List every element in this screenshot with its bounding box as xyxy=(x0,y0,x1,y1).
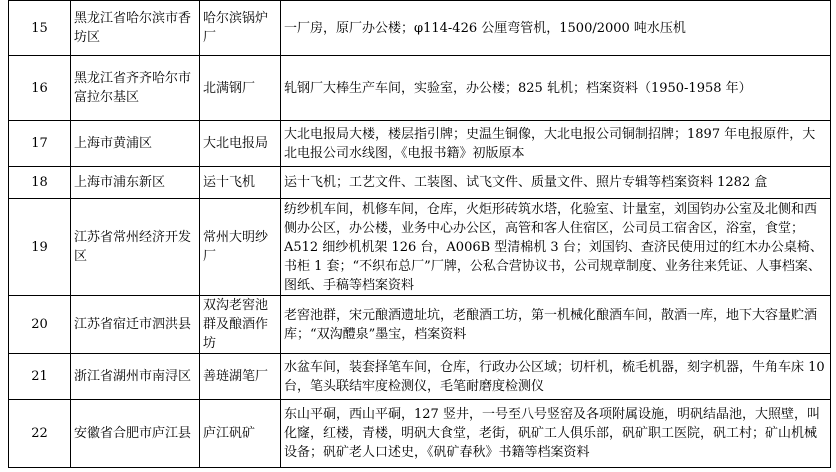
description-cell: 东山平硐，西山平硐，127 竖井，一号至八号竖窑及各项附属设施，明矾结晶池，大照壁，叫化窿，红楼，青楼，明矾大食堂，老街，矾矿工人俱乐部，矾矿职工医院，矾工村；矿山机械设备；矾矿老人口述史，《矾矿春秋》书籍等档案资料 xyxy=(281,400,831,468)
description-cell: 纺纱机车间，机修车间，仓库，火炬形砖筑水塔，化验室、计量室，刘国钧办公室及北侧和西侧办公区，办公楼，业务中心办公区，高管和客人住宿区，公司员工宿舍区，浴室，食堂；A512 细纱机机架 126 台，A006B 型清棉机 3 台；刘国钧、查济民使用过的红木办公桌椅、书柜 1 套；“不织布总厂”厂牌，公私合营协议书，公司规章制度、业务往来凭证、人事档案、图纸、手稿等档案资料 xyxy=(281,199,831,296)
heritage-table xyxy=(8,0,831,468)
table-row xyxy=(9,167,831,199)
description-cell: 大北电报局大楼，楼层指引牌；史温生铜像，大北电报公司铜制招牌；1897 年电报原件，大北电报公司水线图，《电报书籍》初版原本 xyxy=(281,121,831,167)
location-cell: 上海市浦东新区 xyxy=(71,167,200,199)
enterprise-cell: 庐江矾矿 xyxy=(200,400,281,468)
location-cell: 江苏省常州经济开发区 xyxy=(71,199,200,296)
row-number: 17 xyxy=(9,121,71,167)
table-row xyxy=(9,121,831,167)
table-row xyxy=(9,1,831,56)
row-number: 21 xyxy=(9,354,71,400)
table-row xyxy=(9,199,831,296)
table-row xyxy=(9,354,831,400)
location-cell: 黑龙江省齐齐哈尔市富拉尔基区 xyxy=(71,56,200,121)
location-cell: 江苏省宿迁市泗洪县 xyxy=(71,296,200,354)
table-row xyxy=(9,296,831,354)
enterprise-cell: 北满钢厂 xyxy=(200,56,281,121)
enterprise-cell: 常州大明纱厂 xyxy=(200,199,281,296)
enterprise-cell: 双沟老窖池群及酿酒作坊 xyxy=(200,296,281,354)
row-number: 16 xyxy=(9,56,71,121)
enterprise-cell: 哈尔滨锅炉厂 xyxy=(200,1,281,56)
table-row xyxy=(9,56,831,121)
description-cell: 轧钢厂大棒生产车间，实验室，办公楼；825 轧机；档案资料（1950-1958 年） xyxy=(281,56,831,121)
description-cell: 一厂房，原厂办公楼；φ114-426 公厘弯管机，1500/2000 吨水压机 xyxy=(281,1,831,56)
location-cell: 黑龙江省哈尔滨市香坊区 xyxy=(71,1,200,56)
enterprise-cell: 大北电报局 xyxy=(200,121,281,167)
row-number: 20 xyxy=(9,296,71,354)
description-cell: 水盆车间，装套择笔车间，仓库，行政办公区域；切杆机，梳毛机器，刻字机器，牛角车床 10 台，笔头联结牢度检测仪，毛笔耐磨度检测仪 xyxy=(281,354,831,400)
row-number: 15 xyxy=(9,1,71,56)
table-row xyxy=(9,400,831,468)
row-number: 19 xyxy=(9,199,71,296)
row-number: 22 xyxy=(9,400,71,468)
description-cell: 老窖池群，宋元酿酒遗址坑，老酿酒工坊，第一机械化酿酒车间，散酒一库，地下大容量贮酒库；“双沟醴泉”墨宝，档案资料 xyxy=(281,296,831,354)
location-cell: 上海市黄浦区 xyxy=(71,121,200,167)
location-cell: 安徽省合肥市庐江县 xyxy=(71,400,200,468)
enterprise-cell: 运十飞机 xyxy=(200,167,281,199)
row-number: 18 xyxy=(9,167,71,199)
location-cell: 浙江省湖州市南浔区 xyxy=(71,354,200,400)
description-cell: 运十飞机；工艺文件、工装图、试飞文件、质量文件、照片专辑等档案资料 1282 盒 xyxy=(281,167,831,199)
enterprise-cell: 善琏湖笔厂 xyxy=(200,354,281,400)
